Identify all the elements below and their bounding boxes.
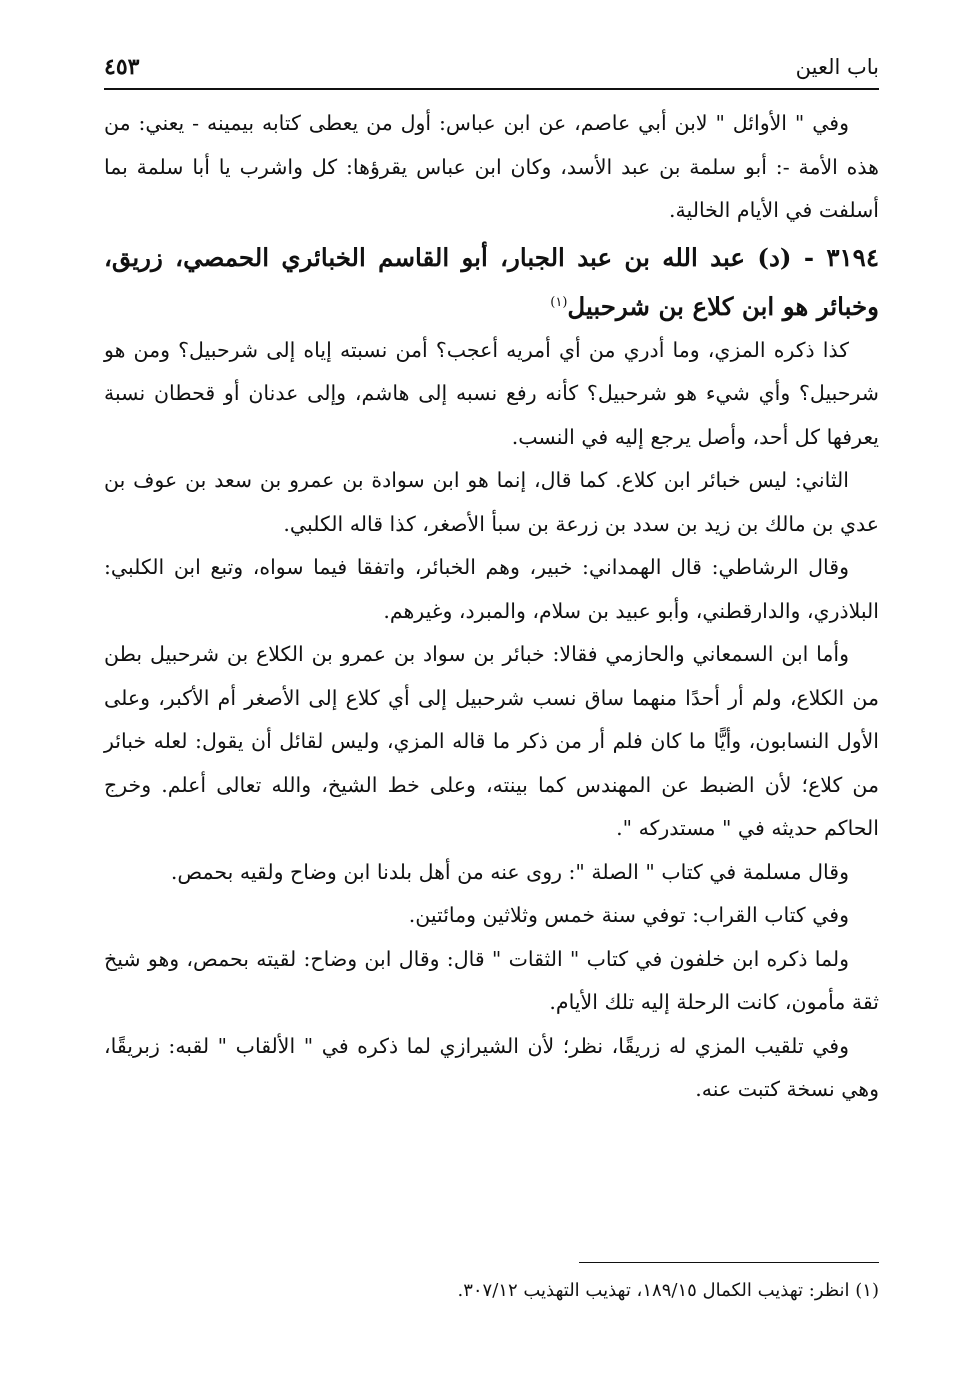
page-number: ٤٥٣	[104, 54, 140, 80]
entry-heading	[104, 235, 879, 329]
paragraph: وفي تلقيب المزي له زريقًا، نظر؛ لأن الشيرازي لما ذكره في " الألقاب " لقبه: زبريقًا، وهي نسخة كتبت عنه.	[104, 1033, 879, 1102]
running-header	[104, 52, 879, 90]
paragraph: وفي كتاب القراب: توفي سنة خمس وثلاثين ومائتين.	[408, 903, 849, 928]
document-page	[104, 52, 879, 1112]
footnote-marker: (١)	[550, 294, 568, 310]
page-body	[104, 102, 879, 1112]
paragraph: وأما ابن السمعاني والحازمي فقالا: خبائر بن سواد بن عمرو بن الكلاع بن شرحبيل بطن من الكلاع، ولم أر أحدًا منهما ساق نسب شرحبيل إلى أي كلاع إلى الأصغر أم الأكبر، وعلى الأول النسابون، وأيًّا ما كان فلم أر من ذكر ما قاله المزي، وليس لقائل أن يقول: لعله خبائر من كلاع؛ لأن الضبط عن المهندس كما بينته، وعلى خط الشيخ، والله تعالى أعلم. وخرج الحاكم حديثه في " مستدركه ".	[104, 642, 879, 841]
paragraph: وفي " الأوائل " لابن أبي عاصم، عن ابن عباس: أول من يعطى كتابه بيمينه - يعني: من هذه الأمة -: أبو سلمة بن عبد الأسد، وكان ابن عباس يقرؤها: كل واشرب يا أبا سلمة بما أسلفت في الأيام الخالية.	[104, 111, 879, 222]
paragraph: وقال الرشاطي: قال الهمداني: خبير، وهم الخبائر، واتفقا فيما سواه، وتبع ابن الكلبي: البلاذري، والدارقطني، وأبو عبيد بن سلام، والمبرد، وغيرهم.	[104, 555, 879, 623]
entry-heading-text: ٣١٩٤ - (د) عبد الله بن عبد الجبار، أبو القاسم الخبائري الحمصي، زريق، وخبائر هو ابن كلاع بن شرحبيل	[104, 242, 879, 321]
paragraph: ولما ذكره ابن خلفون في كتاب " الثقات " قال: وقال ابن وضاح: لقيته بحمص، وهو شيخ ثقة مأمون، كانت الرحلة إليه تلك الأيام.	[104, 946, 879, 1015]
footnote: (١) انظر: تهذيب الكمال ١٨٩/١٥، تهذيب التهذيب ٣٠٧/١٢.	[457, 1280, 879, 1301]
paragraph: كذا ذكره المزي، وما أدري من أي أمريه أعجب؟ أمن نسبته إياه إلى شرحبيل؟ ومن هو شرحبيل؟ وأي شيء هو شرحبيل؟ كأنه رفع نسبه إلى هاشم، وإلى عدنان أو قحطان نسبة يعرفها كل أحد، وأصل يرجع إليه في النسب.	[104, 337, 879, 449]
paragraph: وقال مسلمة في كتاب " الصلة ": روى عنه من أهل بلدنا ابن وضاح ولقيه بحمص.	[170, 859, 849, 884]
chapter-title: باب العين	[795, 55, 879, 79]
footnote-divider	[579, 1262, 879, 1263]
paragraph: الثاني: ليس خبائر ابن كلاع. كما قال، إنما هو ابن سوادة بن عمرو بن سعد بن عوف بن عدي بن مالك بن زيد بن سدد بن زرعة بن سبأ الأصغر، كذا قاله الكلبي.	[104, 468, 879, 536]
